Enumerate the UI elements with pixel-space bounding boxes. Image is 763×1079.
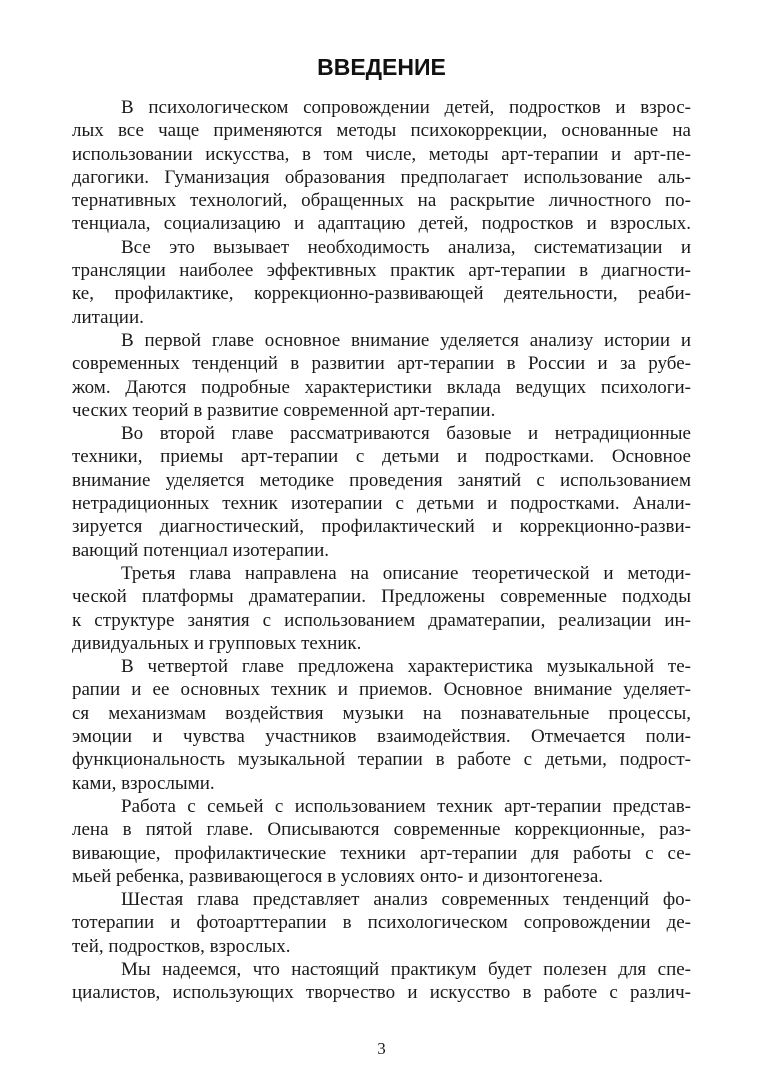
text-line: литации. bbox=[72, 306, 144, 328]
text-line: зируется диагностический, профилактический и коррекционно-разви- bbox=[72, 516, 691, 538]
text-line: Третья глава направлена на описание теоретической и методи- bbox=[121, 562, 691, 584]
introduction-body bbox=[72, 96, 691, 1005]
text-line: мьей ребенка, развивающегося в условиях онто- и дизонтогенеза. bbox=[72, 865, 603, 887]
text-line: лена в пятой главе. Описываются современные коррекционные, раз- bbox=[72, 819, 691, 841]
text-line: В первой главе основное внимание уделяется анализу истории и bbox=[121, 329, 691, 351]
text-line: тотерапии и фотоарттерапии в психологическом сопровождении де- bbox=[72, 912, 691, 934]
text-line: тенциала, социализацию и адаптацию детей, подростков и взрослых. bbox=[72, 213, 691, 235]
page-title: ВВЕДЕНИЕ bbox=[317, 54, 446, 80]
text-line: дагогики. Гуманизация образования предполагает использование аль- bbox=[72, 166, 691, 188]
text-line: Все это вызывает необходимость анализа, систематизации и bbox=[121, 236, 691, 258]
text-line: ками, взрослыми. bbox=[72, 772, 215, 794]
text-line: трансляции наиболее эффективных практик арт-терапии в диагности- bbox=[72, 260, 691, 282]
text-line: Работа с семьей с использованием техник арт-терапии представ- bbox=[121, 795, 691, 817]
text-line: современных тенденций в развитии арт-терапии в России и за рубе- bbox=[72, 353, 691, 375]
text-line: В психологическом сопровождении детей, подростков и взрос- bbox=[121, 97, 691, 118]
text-line: Во второй главе рассматриваются базовые и нетрадиционные bbox=[121, 423, 691, 445]
text-line: тей, подростков, взрослых. bbox=[72, 935, 291, 957]
text-line: В четвертой главе предложена характеристика музыкальной те- bbox=[121, 656, 691, 678]
text-line: ся механизмам воздействия музыки на познавательные процессы, bbox=[72, 702, 691, 724]
text-line: техники, приемы арт-терапии с детьми и подростками. Основное bbox=[72, 446, 691, 468]
text-line: лых все чаще применяются методы психокоррекции, основанные на bbox=[72, 120, 691, 142]
text-line: дивидуальных и групповых техник. bbox=[72, 632, 362, 654]
text-line: тернативных технологий, обращенных на раскрытие личностного по- bbox=[72, 190, 691, 212]
text-line: использовании искусства, в том числе, методы арт-терапии и арт-пе- bbox=[72, 143, 691, 165]
text-line: к структуре занятия с использованием драматерапии, реализации ин- bbox=[72, 609, 691, 631]
text-line: вивающие, профилактические техники арт-терапии для работы с се- bbox=[72, 842, 691, 864]
text-line: ке, профилактике, коррекционно-развивающей деятельности, реаби- bbox=[72, 283, 691, 305]
text-line: жом. Даются подробные характеристики вклада ведущих психологи- bbox=[72, 376, 691, 398]
text-line: ческой платформы драматерапии. Предложены современные подходы bbox=[72, 586, 691, 608]
text-line: вающий потенциал изотерапии. bbox=[72, 539, 330, 561]
text-line: Шестая глава представляет анализ современных тенденций фо- bbox=[121, 889, 691, 911]
document-page bbox=[72, 0, 691, 1079]
text-line: Мы надеемся, что настоящий практикум будет полезен для спе- bbox=[121, 958, 691, 980]
text-line: рапии и ее основных техник и приемов. Основное внимание уделяет- bbox=[72, 679, 691, 701]
text-line: циалистов, использующих творчество и искусство в работе с различ- bbox=[72, 982, 691, 1004]
text-line: нетрадиционных техник изотерапии с детьми и подростками. Анали- bbox=[72, 493, 691, 515]
text-line: внимание уделяется методике проведения занятий с использованием bbox=[72, 469, 691, 491]
text-line: эмоции и чувства участников взаимодействия. Отмечается поли- bbox=[72, 726, 691, 748]
text-line: ческих теорий в развитие современной арт-терапии. bbox=[72, 399, 496, 421]
page-number: 3 bbox=[377, 1039, 386, 1058]
text-line: функциональность музыкальной терапии в работе с детьми, подрост- bbox=[72, 749, 691, 771]
